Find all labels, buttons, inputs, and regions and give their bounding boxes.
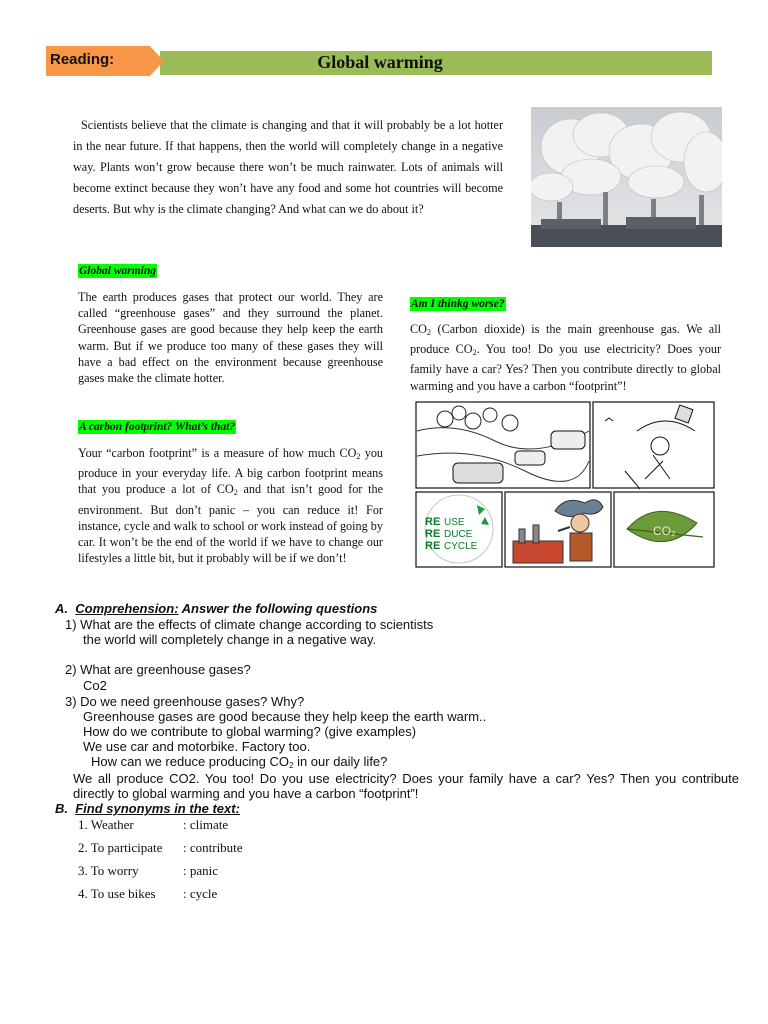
comprehension-instruction: Answer the following questions [178,601,378,616]
page-title: Global warming [317,52,443,72]
subscript: 2 [289,761,294,770]
heading-carbon-footprint [78,417,236,435]
recycle-use: USE [444,517,465,528]
answer-2: Co2 [83,678,107,693]
synonym-answer: : contribute [183,840,243,855]
question-5-part-1: How can we reduce producing CO [91,754,289,769]
question-1: 1) What are the effects of climate change according to scientists [65,617,434,632]
recycle-re-3: RE [425,540,441,552]
comprehension-title: Comprehension: [75,601,179,616]
question-5-part-2: in our daily life? [293,754,388,769]
heading-carbon-footprint-text: A carbon footprint? What’s that? [79,421,236,433]
answer-1: the world will completely change in a negative way. [83,632,377,647]
answer-3: Greenhouse gases are good because they help keep the earth warm.. [83,709,487,724]
factory-smoke-image [531,107,722,247]
subscript: 2 [472,348,477,358]
recycle-re-1: RE [425,516,441,528]
section-a-marker: A. [55,601,68,616]
synonym-term: 4. To use bikes [78,886,156,901]
question-2: 2) What are greenhouse gases? [65,662,251,677]
paragraph-global-warming: The earth produces gases that protect our world. They are called “greenhouse gases” and they surround the planet. Greenhouse gases are good because they help keep the earth warm. But if we produce too many of these gases they will have a bad effect on the environment because greenhouse gases make the climate hotter. [78,290,383,386]
reading-label: Reading: [50,51,115,68]
cartoon-man-image [593,402,714,489]
synonym-term: 3. To worry [78,863,139,878]
factory-cartoon-image [505,492,611,567]
paragraph-carbon-footprint [78,445,383,566]
heading-global-warming [78,261,157,279]
comprehension-heading [55,601,377,616]
co2-text-1: CO [410,322,427,336]
synonym-term: 1. Weather [78,817,134,832]
synonym-answer: : cycle [183,886,218,901]
co2-text-2: (Carbon dioxide) is the main greenhouse gas. We all produce CO [410,322,721,357]
co2-leaf-image [614,492,714,567]
subscript: 2 [356,452,361,461]
footprint-text-1: Your “carbon footprint” is a measure of how much CO [78,446,357,460]
intro-paragraph [73,115,503,220]
heading-am-i-worse-text: Am I thinkg worse? [411,298,505,310]
comic-images-collage [415,401,715,568]
recycle-logo-image [416,492,502,567]
subscript: 2 [426,328,431,337]
heading-am-i-worse [410,294,506,312]
synonym-answer: : climate [183,817,229,832]
answer-5-line-1: We all produce CO2. You too! Do you use electricity? Does your family have a car? Yes? Then you contribute [73,771,739,786]
section-b-marker: B. [55,801,68,816]
recycle-duce: DUCE [444,529,473,540]
synonyms-title: Find synonyms in the text: [75,801,240,816]
synonym-answer: : panic [183,863,219,878]
recycle-cycle: CYCLE [444,541,478,552]
traffic-cartoon-image [416,402,590,488]
synonyms-heading [55,801,240,816]
footprint-text-2: you produce in your everyday life. A big carbon footprint means that you produce a lot of CO [78,446,383,497]
synonym-term: 2. To participate [78,840,163,855]
answer-5-line-2: directly to global warming and you have a carbon “footprint”! [73,786,419,801]
recycle-re-2: RE [425,528,441,540]
paragraph-co2 [410,321,721,394]
question-3: 3) Do we need greenhouse gases? Why? [65,694,305,709]
footprint-text-3: and that isn’t good for the environment. But don’t panic – you can reduce it! For instance, cycle and walk to school or work instead of going by car. It won’t be the end of the world if we have to change our lifestyles a little bit, but it probably will be if we don’t! [78,482,383,566]
question-4: How do we contribute to global warming? (give examples) [83,724,417,739]
answer-4: We use car and motorbike. Factory too. [83,739,311,754]
intro-text: Scientists believe that the climate is changing and that it will probably be a lot hotter in the near future. If that happens, then the world will completely change in a negative way. Plants won’t grow because there won’t be much rainwater. Lots of animals will become extinct because they won’t have any food and some hot countries will become deserts. But why is the climate changing? And what can we do about it? [73,118,503,216]
subscript: 2 [233,488,238,498]
co2-text-3: . You too! Do you use electricity? Does your family have a car? Yes? Then you contribute directly to global warming and you have a carbon “footprint”! [410,342,722,393]
leaf-co2-label: CO₂ [653,524,676,538]
heading-global-warming-text: Global warming [79,265,157,277]
